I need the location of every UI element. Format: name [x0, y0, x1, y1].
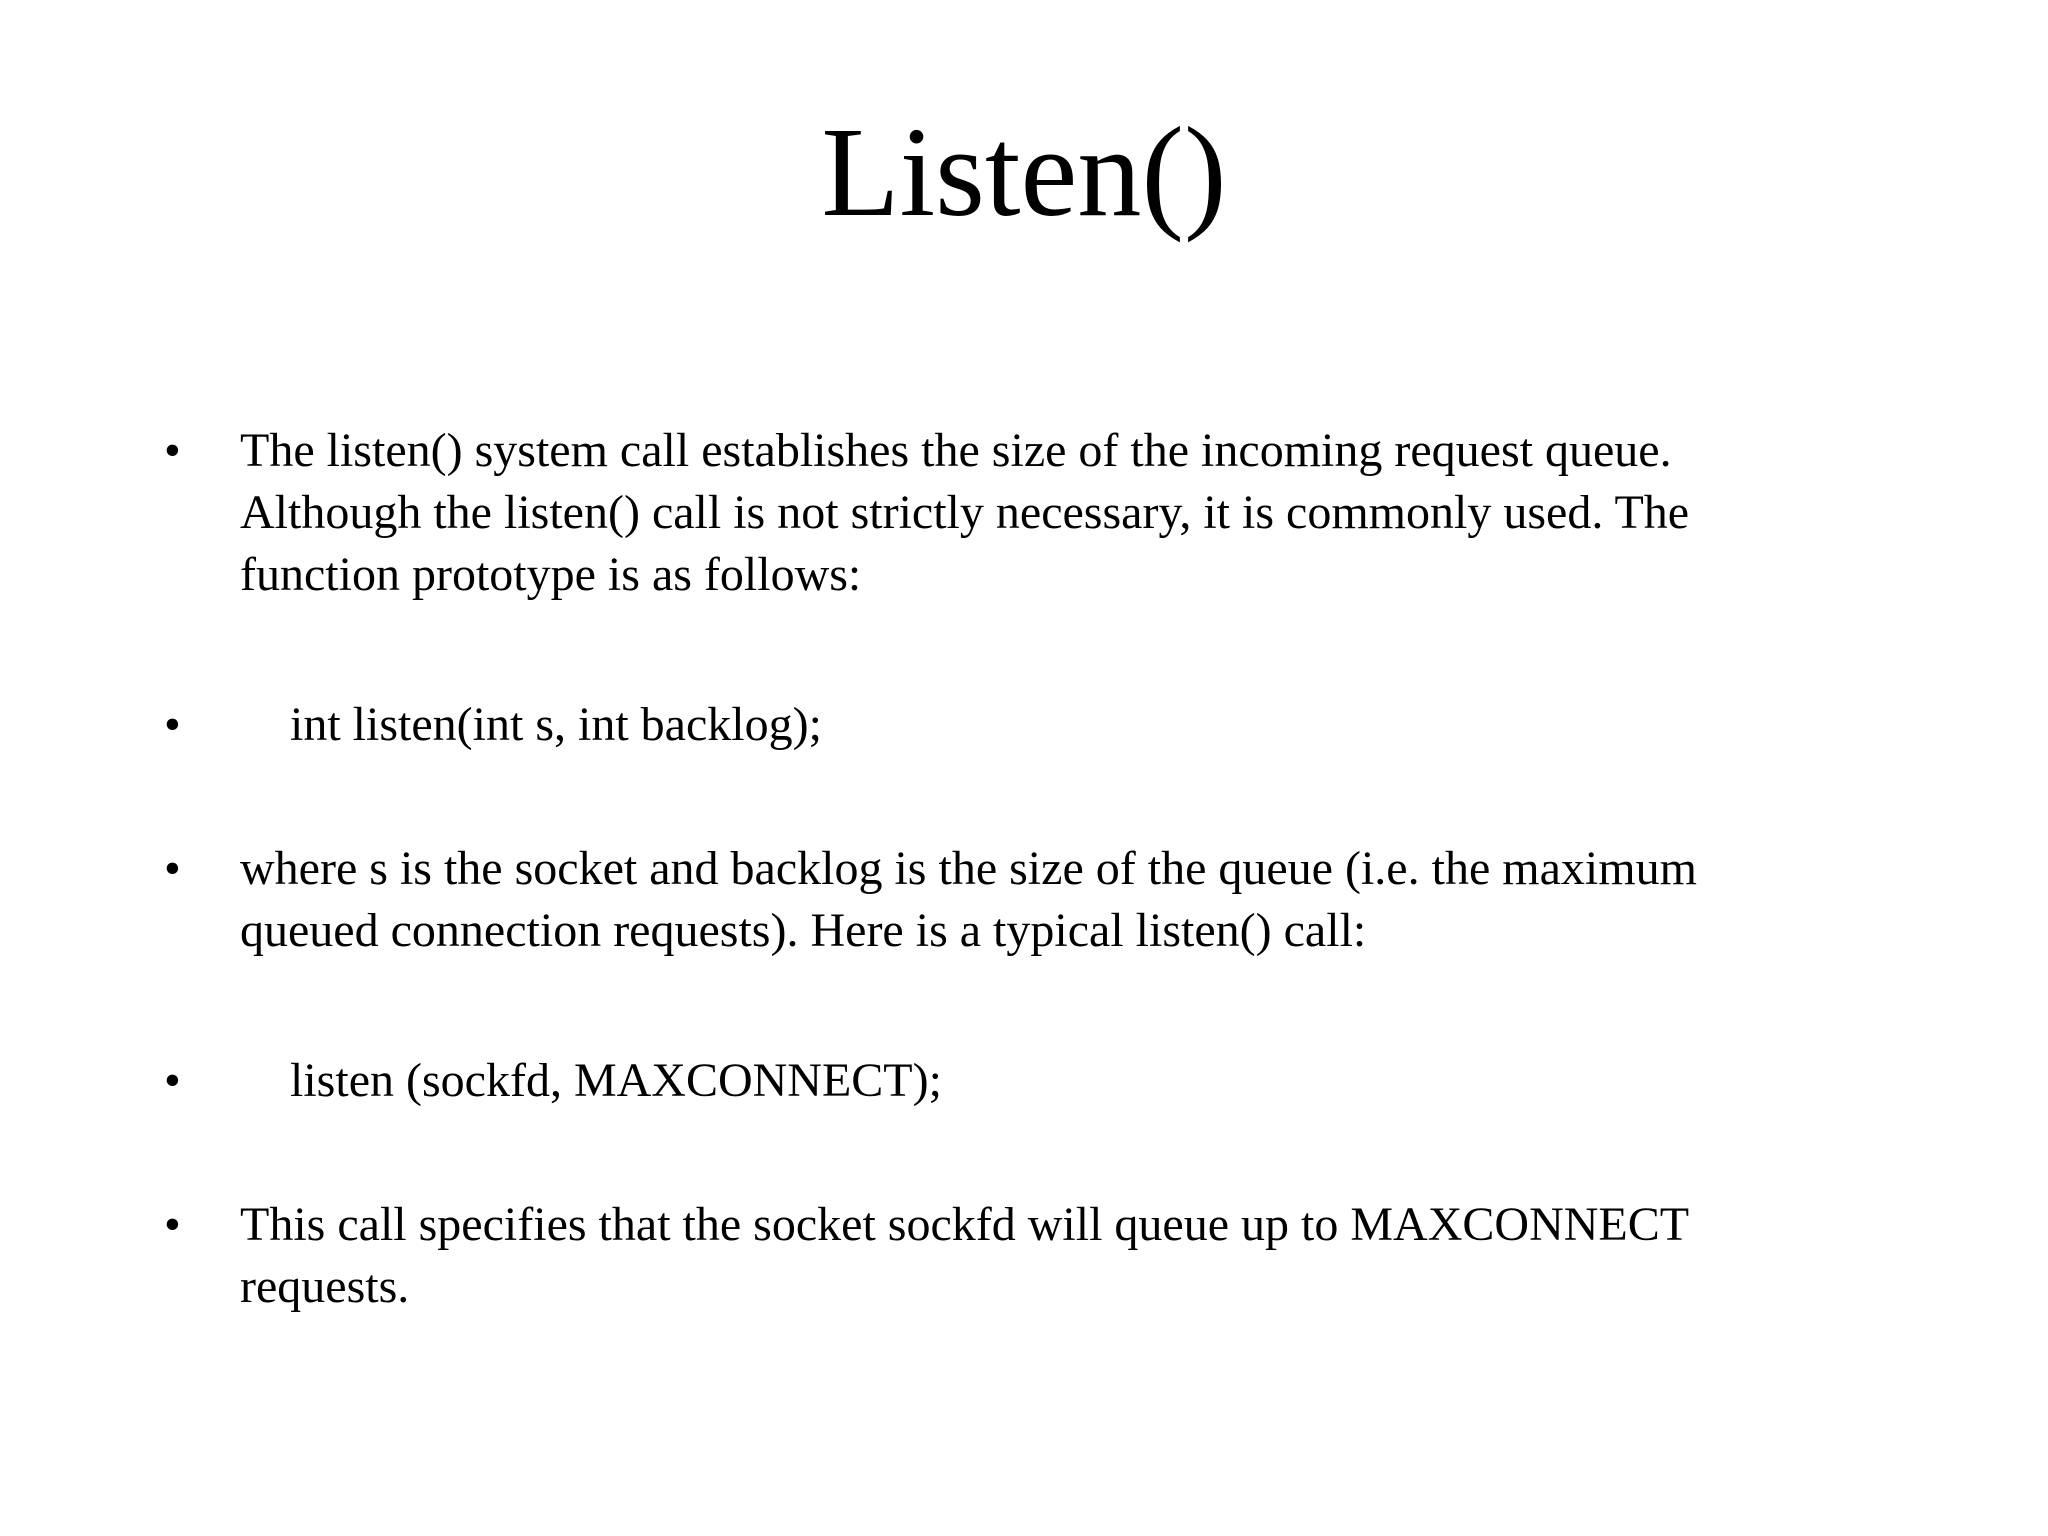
code-example — [290, 1050, 942, 1112]
bullet-marker: • — [164, 1198, 181, 1251]
code-prototype — [290, 694, 822, 756]
slide-title: Listen() — [821, 101, 1227, 243]
bullet-line: queued connection requests). Here is a typical listen() call: — [240, 904, 1367, 957]
bullet-line: where s is the socket and backlog is the size of the queue (i.e. the maximum — [240, 842, 1697, 895]
bullet-marker: • — [164, 698, 181, 751]
bullet-marker: • — [164, 1054, 181, 1107]
bullet-text — [240, 1194, 1689, 1318]
bullet-line: requests. — [240, 1260, 410, 1313]
bullet-marker: • — [164, 424, 181, 477]
bullet-marker: • — [164, 842, 181, 895]
bullet-line: function prototype is as follows: — [240, 548, 862, 601]
bullet-line: Although the listen() call is not strictly necessary, it is commonly used. The — [240, 486, 1690, 539]
bullet-text — [240, 420, 1689, 606]
bullet-line: listen (sockfd, MAXCONNECT); — [290, 1054, 942, 1107]
bullet-line: int listen(int s, int backlog); — [290, 698, 822, 751]
bullet-line: This call specifies that the socket sockfd will queue up to MAXCONNECT — [240, 1198, 1690, 1251]
bullet-text — [240, 838, 1697, 962]
bullet-line: The listen() system call establishes the size of the incoming request queue. — [240, 424, 1672, 477]
